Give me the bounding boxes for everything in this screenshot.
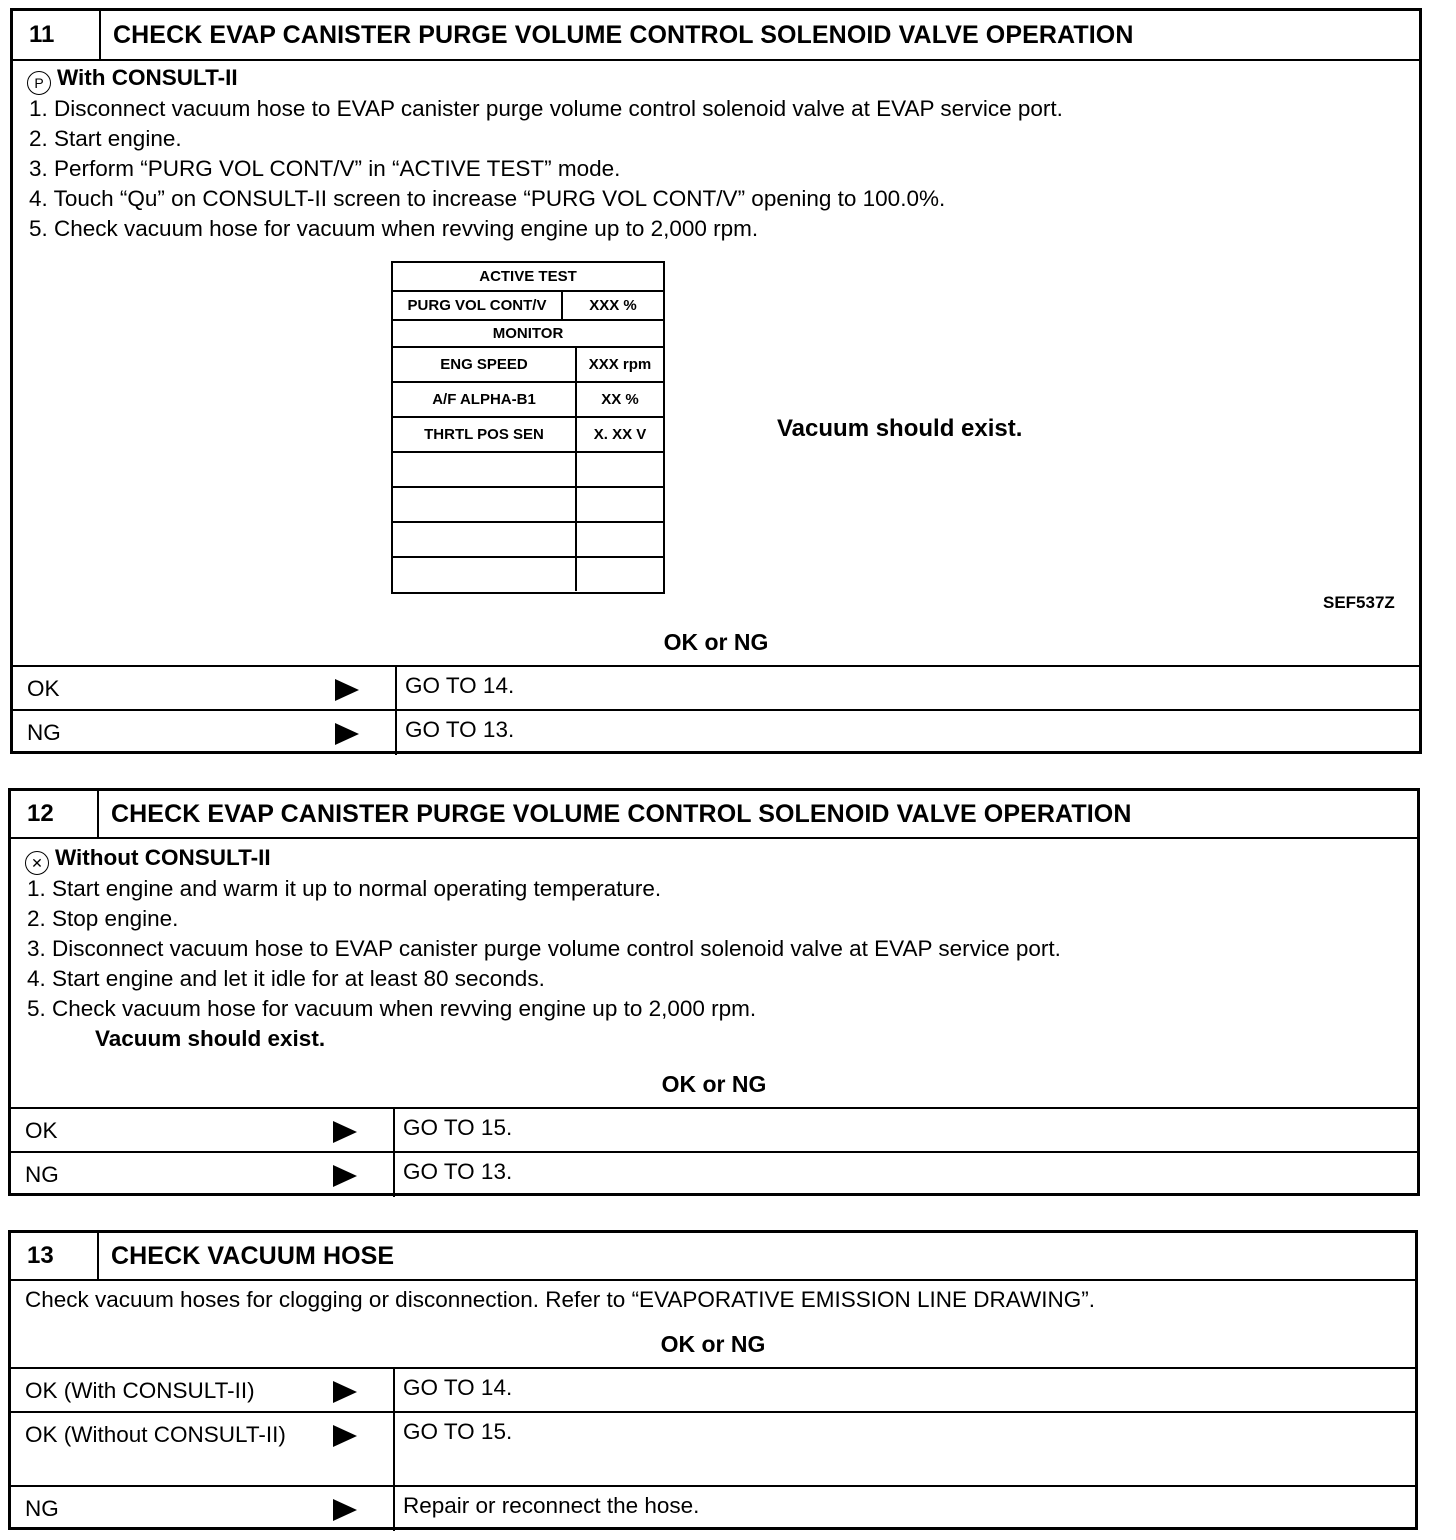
- instruction-step: 1. Start engine and warm it up to normal operating temperature.: [27, 876, 662, 901]
- step-12-box: [8, 788, 1420, 1196]
- arrow-right-icon: [333, 1165, 357, 1187]
- monitor-row-empty: [393, 523, 663, 558]
- monitor-header: MONITOR: [492, 325, 564, 342]
- instruction-step: 3. Disconnect vacuum hose to EVAP canister purge volume control solenoid valve at EVAP service port.: [27, 936, 1061, 961]
- result-row-ok: [13, 665, 1419, 711]
- monitor-value: XX %: [601, 391, 639, 408]
- monitor-row-empty: [393, 488, 663, 523]
- instruction-step: 4. Start engine and let it idle for at least 80 seconds.: [27, 966, 545, 991]
- result-rows: [13, 665, 1419, 753]
- mode-label-text: With CONSULT-II: [57, 65, 238, 90]
- instruction-step: 4. Touch “Qu” on CONSULT-II screen to increase “PURG VOL CONT/V” opening to 100.0%.: [29, 186, 946, 211]
- ok-or-ng-label: OK or NG: [663, 629, 769, 655]
- monitor-value: XXX rpm: [588, 356, 652, 373]
- result-row-ng: [13, 709, 1419, 755]
- monitor-name: ENG SPEED: [440, 356, 528, 373]
- monitor-row: [393, 348, 663, 383]
- ok-or-ng-label: OK or NG: [661, 1071, 767, 1097]
- result-row-ok-no-consult: [11, 1411, 1415, 1487]
- arrow-right-icon: [333, 1381, 357, 1403]
- ok-or-ng-label: OK or NG: [660, 1331, 766, 1357]
- step-number: 13: [11, 1233, 99, 1279]
- result-row-ng: [11, 1151, 1417, 1197]
- monitor-name: A/F ALPHA-B1: [432, 391, 536, 408]
- instruction-step: 3. Perform “PURG VOL CONT/V” in “ACTIVE TEST” mode.: [29, 156, 621, 181]
- result-label: NG: [25, 1162, 59, 1187]
- step-11-box: [10, 8, 1422, 754]
- instruction-step: 5. Check vacuum hose for vacuum when revving engine up to 2,000 rpm.: [29, 216, 759, 241]
- result-action: GO TO 13.: [405, 717, 515, 742]
- check-text: Check vacuum hoses for clogging or disconnection. Refer to “EVAPORATIVE EMISSION LINE DRAWING”.: [25, 1287, 1095, 1312]
- arrow-right-icon: [333, 1425, 357, 1447]
- result-action: GO TO 14.: [403, 1375, 513, 1400]
- result-row-ng: [11, 1485, 1415, 1531]
- mode-label: [27, 65, 238, 95]
- monitor-row: [393, 418, 663, 453]
- result-action: GO TO 15.: [403, 1419, 513, 1444]
- active-test-item-value: XXX %: [589, 297, 637, 314]
- step-header: [11, 791, 1417, 839]
- result-label: OK (With CONSULT-II): [25, 1378, 255, 1403]
- instruction-step: 2. Stop engine.: [27, 906, 179, 931]
- result-row-ok: [11, 1107, 1417, 1153]
- step-title: CHECK EVAP CANISTER PURGE VOLUME CONTROL SOLENOID VALVE OPERATION: [113, 20, 1134, 49]
- active-test-table: [391, 261, 665, 594]
- no-consult-icon: ✕: [25, 851, 49, 875]
- active-test-item: PURG VOL CONT/V: [407, 297, 547, 314]
- step-13-box: [8, 1230, 1418, 1530]
- mode-label: [25, 845, 271, 875]
- result-action: Repair or reconnect the hose.: [403, 1493, 700, 1518]
- monitor-header-row: [393, 321, 663, 348]
- figure-code: SEF537Z: [1323, 593, 1395, 612]
- monitor-row-empty: [393, 558, 663, 591]
- result-label: OK (Without CONSULT-II): [25, 1422, 286, 1447]
- result-row-ok-consult: [11, 1367, 1415, 1413]
- active-test-header: ACTIVE TEST: [479, 268, 577, 285]
- arrow-right-icon: [335, 679, 359, 701]
- active-test-header-row: [393, 263, 663, 292]
- monitor-name: THRTL POS SEN: [424, 426, 544, 443]
- arrow-right-icon: [333, 1121, 357, 1143]
- arrow-right-icon: [335, 723, 359, 745]
- step-number: 11: [13, 11, 101, 59]
- monitor-row: [393, 383, 663, 418]
- result-label: OK: [25, 1118, 58, 1143]
- result-action: GO TO 15.: [403, 1115, 513, 1140]
- step-title: CHECK VACUUM HOSE: [111, 1241, 395, 1270]
- instruction-step: 1. Disconnect vacuum hose to EVAP canister purge volume control solenoid valve at EVAP service port.: [29, 96, 1063, 121]
- result-action: GO TO 13.: [403, 1159, 513, 1184]
- vacuum-note: Vacuum should exist.: [95, 1026, 326, 1051]
- arrow-right-icon: [333, 1499, 357, 1521]
- monitor-value: X. XX V: [593, 426, 647, 443]
- result-label: OK: [27, 676, 60, 701]
- step-number: 12: [11, 791, 99, 837]
- vacuum-note: Vacuum should exist.: [777, 415, 1023, 442]
- result-rows: [11, 1107, 1417, 1195]
- result-action: GO TO 14.: [405, 673, 515, 698]
- consult-icon: P: [27, 71, 51, 95]
- active-test-item-row: [393, 292, 663, 321]
- step-title: CHECK EVAP CANISTER PURGE VOLUME CONTROL SOLENOID VALVE OPERATION: [111, 799, 1132, 828]
- mode-label-text: Without CONSULT-II: [55, 845, 271, 870]
- result-rows: [11, 1367, 1415, 1529]
- monitor-row-empty: [393, 453, 663, 488]
- step-header: [11, 1233, 1415, 1281]
- result-label: NG: [25, 1496, 59, 1521]
- step-header: [13, 11, 1419, 61]
- instruction-step: 5. Check vacuum hose for vacuum when revving engine up to 2,000 rpm.: [27, 996, 757, 1021]
- instruction-step: 2. Start engine.: [29, 126, 182, 151]
- result-label: NG: [27, 720, 61, 745]
